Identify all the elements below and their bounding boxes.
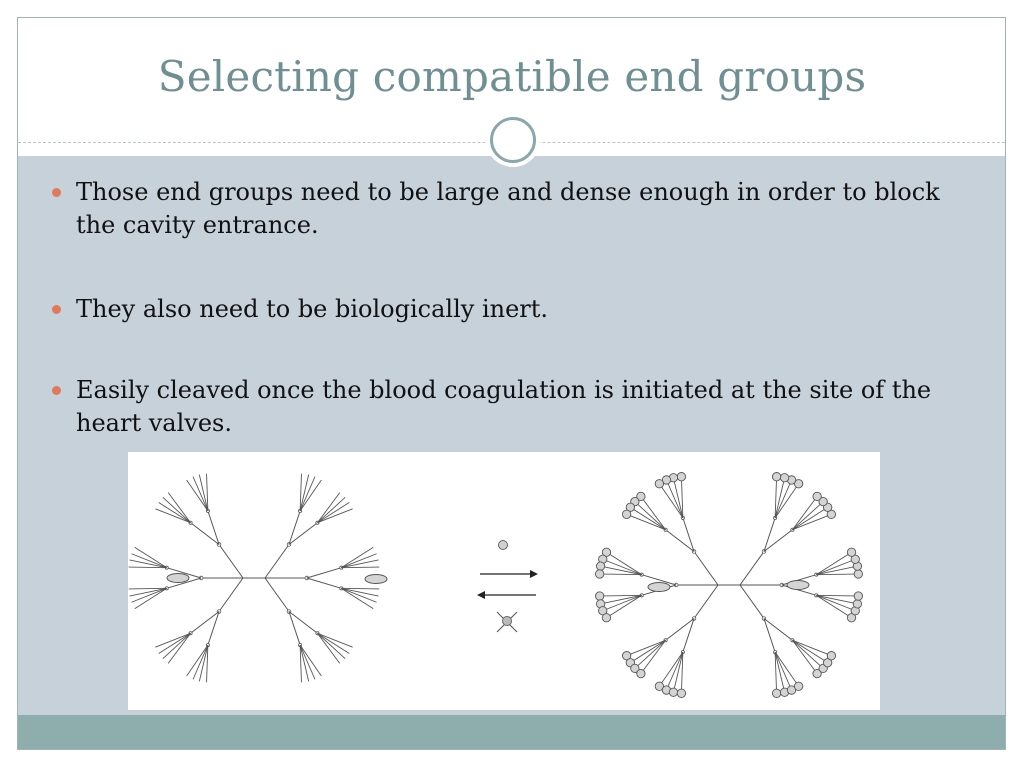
bullet-text: Those end groups need to be large and dense enough in order to block the cavity entrance. <box>76 178 940 239</box>
bullet-dot-icon <box>52 386 61 395</box>
title-ring-icon <box>490 117 536 163</box>
dendrimer-diagram <box>128 452 880 710</box>
capped-dendrimer <box>595 472 862 697</box>
reverse-arrow-head <box>477 591 485 599</box>
guest-molecule-icon <box>787 581 809 590</box>
cleaved-end-group-icon <box>497 612 517 632</box>
bullet-text: They also need to be biologically inert. <box>76 295 549 323</box>
guest-molecule-icon <box>365 575 387 584</box>
end-group-icon <box>499 541 508 550</box>
slide-title: Selecting compatible end groups <box>157 52 867 101</box>
bullet-item <box>76 293 966 326</box>
guest-molecule-icon <box>648 583 670 592</box>
bullet-item <box>76 176 966 242</box>
bullet-dot-icon <box>52 305 61 314</box>
open-dendrimer <box>129 474 387 683</box>
bullet-dot-icon <box>52 188 61 197</box>
footer-bar <box>18 715 1005 749</box>
dendrimer-figure <box>128 452 880 710</box>
bullet-text: Easily cleaved once the blood coagulation is initiated at the site of the heart valves. <box>76 376 932 437</box>
guest-molecule-icon <box>167 574 189 583</box>
reaction-arrows <box>477 541 538 633</box>
bullet-item <box>76 374 966 440</box>
forward-arrow-head <box>530 570 538 578</box>
